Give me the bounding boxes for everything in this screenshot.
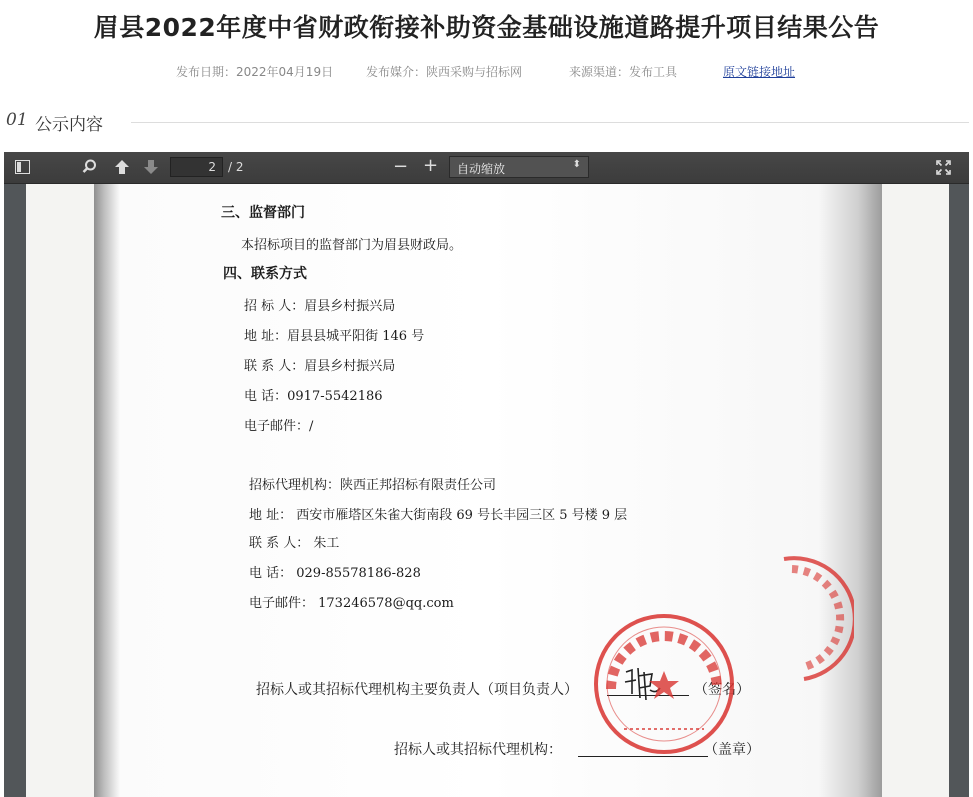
page-title: 眉县2022年度中省财政衔接补助资金基础设施道路提升项目结果公告 (93, 13, 880, 42)
email-line: 电子邮件：/ (244, 419, 314, 434)
signature-suffix: （签名） (694, 682, 750, 698)
source-channel: 来源渠道：发布工具 (569, 65, 678, 79)
section-4-heading: 四、联系方式 (223, 266, 307, 282)
zoom-select-label: 自动缩放 (457, 162, 506, 176)
tenderer-line: 招 标 人：眉县乡村振兴局 (244, 299, 396, 314)
section-3-heading: 三、监督部门 (221, 205, 305, 221)
section-title: 公示内容 (35, 115, 103, 135)
seal-line-label: 招标人或其招标代理机构： (394, 742, 562, 758)
agency-email-line: 电子邮件： 173246578@qq.com (249, 596, 454, 611)
agency-contact-line: 联 系 人： 朱工 (249, 536, 340, 551)
search-icon[interactable] (82, 159, 97, 174)
agency-line: 招标代理机构：陕西正邦招标有限责任公司 (249, 478, 497, 493)
section-divider (131, 122, 969, 123)
section-3-text: 本招标项目的监督部门为眉县财政局。 (241, 238, 463, 253)
phone-line: 电 话：0917-5542186 (244, 389, 383, 404)
next-page-icon[interactable] (143, 159, 159, 175)
seal-suffix: （盖章） (704, 742, 760, 758)
pdf-viewer (4, 152, 969, 797)
scanned-page-image (94, 184, 882, 797)
publish-media: 发布媒介：陕西采购与招标网 (366, 65, 523, 79)
signature-line-label: 招标人或其招标代理机构主要负责人（项目负责人） (256, 682, 578, 698)
zoom-out-icon[interactable]: − (393, 156, 409, 177)
zoom-select[interactable] (449, 156, 589, 178)
pdf-toolbar (4, 152, 969, 184)
address-line: 地 址：眉县县城平阳街 146 号 (244, 329, 425, 344)
original-link[interactable]: 原文链接地址 (723, 65, 796, 79)
pdf-canvas[interactable] (4, 184, 969, 797)
dropdown-arrow-icon: ⬍ (572, 159, 581, 170)
partial-seal-stamp (774, 549, 854, 689)
pdf-page (26, 184, 949, 797)
company-seal-stamp (589, 609, 739, 759)
page-number-input[interactable]: 2 (170, 157, 223, 177)
publish-date: 发布日期：2022年04月19日 (176, 65, 334, 79)
fullscreen-icon[interactable] (936, 160, 951, 175)
section-number: 01 (6, 110, 28, 130)
zoom-in-icon[interactable]: + (423, 155, 439, 176)
agency-address-line: 地 址： 西安市雁塔区朱雀大街南段 69 号长丰园三区 5 号楼 9 层 (249, 508, 628, 523)
section-header (6, 108, 969, 134)
previous-page-icon[interactable] (114, 159, 130, 175)
sidebar-toggle-icon[interactable] (15, 160, 30, 174)
agency-phone-line: 电 话： 029-85578186-828 (249, 566, 421, 581)
contact-line: 联 系 人：眉县乡村振兴局 (244, 359, 396, 374)
page-count: / 2 (228, 160, 244, 174)
